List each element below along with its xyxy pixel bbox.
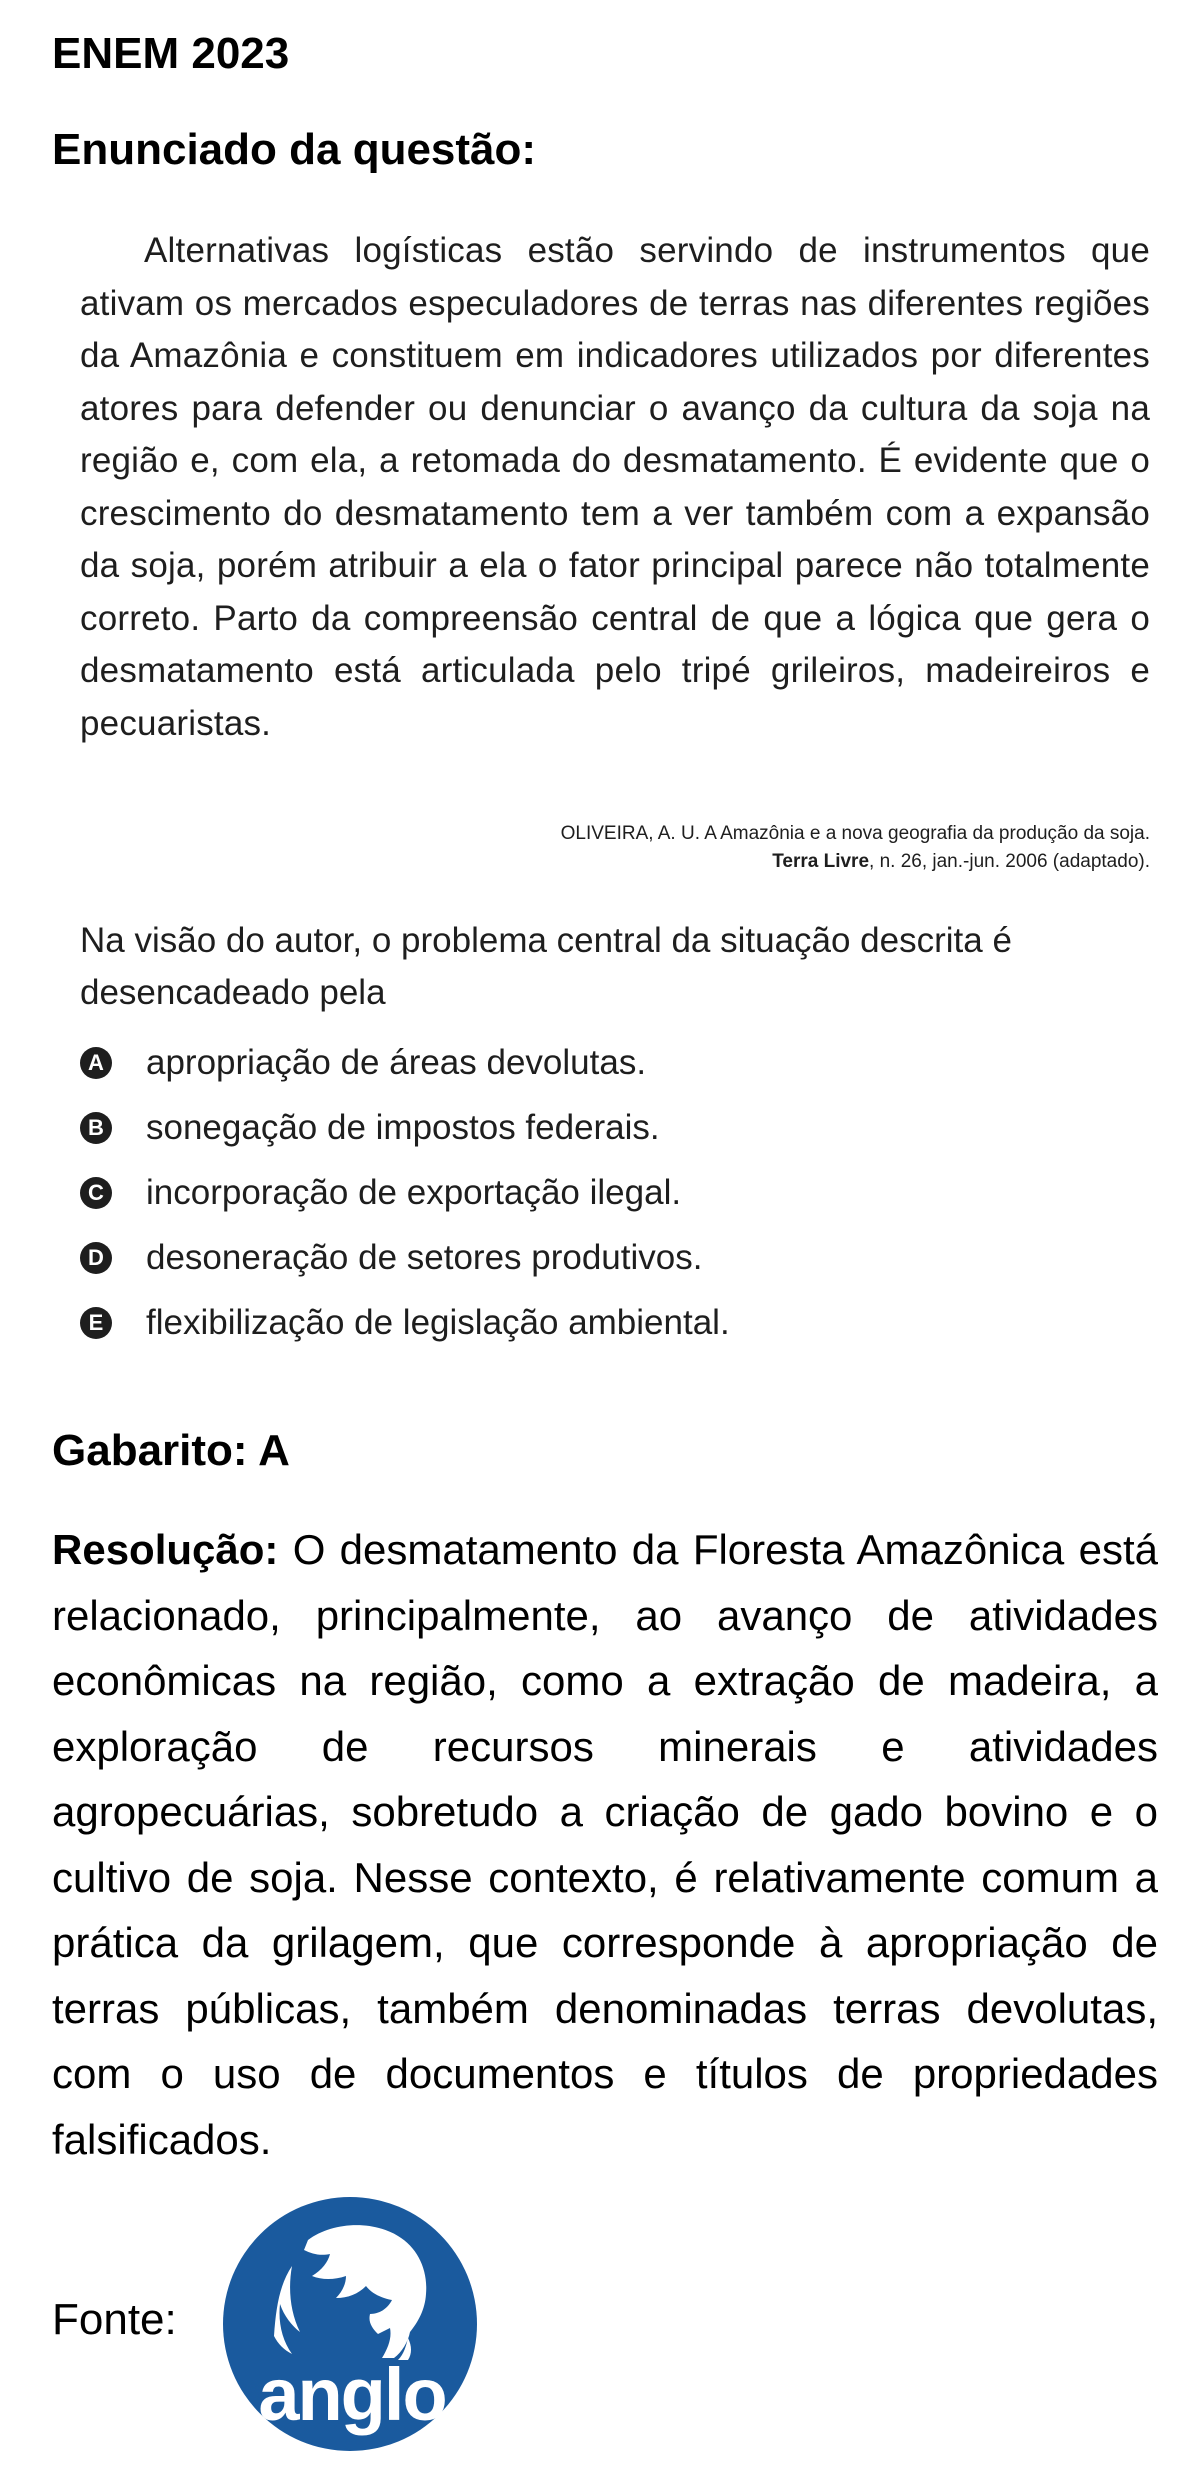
option-text: incorporação de exportação ilegal.	[146, 1172, 682, 1212]
question-passage: Alternativas logísticas estão servindo de instrumentos que ativam os mercados especuladores de terras nas diferentes regiões da Amazônia e constituem em indicadores utilizados por diferentes atores para defender ou denunciar o avanço da cultura da soja na região e, com ela, a retomada do desmatamento. É evidente que o crescimento do desmatamento tem a ver também com a expansão da soja, porém atribuir a ela o fator principal parece não totalmente correto. Parto da compreensão central de que a lógica que gera o desmatamento está articulada pelo tripé grileiros, madeireiros e pecuaristas.	[80, 231, 1150, 743]
source-label: Fonte:	[52, 2295, 177, 2344]
option-d	[80, 1225, 730, 1290]
citation-source-title: Terra Livre	[772, 851, 870, 872]
option-b	[80, 1095, 730, 1160]
option-letter-icon: B	[80, 1112, 112, 1144]
option-text: desoneração de setores produtivos.	[146, 1237, 703, 1277]
option-letter-icon: E	[80, 1307, 112, 1339]
citation-author: OLIVEIRA, A. U. A Amazônia e a nova geografia da produção da soja.	[560, 823, 1150, 844]
option-letter-icon: A	[80, 1047, 112, 1079]
option-text: flexibilização de legislação ambiental.	[146, 1302, 730, 1342]
option-text: apropriação de áreas devolutas.	[146, 1042, 647, 1082]
answer-key: Gabarito: A	[52, 1426, 290, 1475]
answer-options	[80, 1030, 730, 1355]
anglo-logo-icon	[222, 2196, 478, 2452]
statement-heading: Enunciado da questão:	[52, 125, 537, 174]
citation-source-details: , n. 26, jan.-jun. 2006 (adaptado).	[869, 851, 1150, 872]
question-prompt: Na visão do autor, o problema central da situação descrita é desencadeado pela	[80, 921, 1012, 1012]
logo-word: anglo	[258, 2353, 446, 2436]
option-e	[80, 1290, 730, 1355]
question-scan	[80, 225, 1160, 1375]
passage-citation	[561, 820, 1150, 876]
option-letter-icon: C	[80, 1177, 112, 1209]
citation-source	[561, 848, 1150, 876]
exam-title: ENEM 2023	[52, 29, 290, 78]
option-text: sonegação de impostos federais.	[146, 1107, 660, 1147]
option-a	[80, 1030, 730, 1095]
resolution-text	[52, 1517, 1158, 2172]
option-c	[80, 1160, 730, 1225]
option-letter-icon: D	[80, 1242, 112, 1274]
resolution-label: Resolução:	[52, 1526, 279, 1573]
resolution-body: O desmatamento da Floresta Amazônica está relacionado, principalmente, ao avanço de atividades econômicas na região, como a extração de madeira, a exploração de recursos minerais e atividades agropecuárias, sobretudo a criação de gado bovino e o cultivo de soja. Nesse contexto, é relativamente comum a prática da grilagem, que corresponde à apropriação de terras públicas, também denominadas terras devolutas, com o uso de documentos e títulos de propriedades falsificados.	[52, 1526, 1158, 2163]
